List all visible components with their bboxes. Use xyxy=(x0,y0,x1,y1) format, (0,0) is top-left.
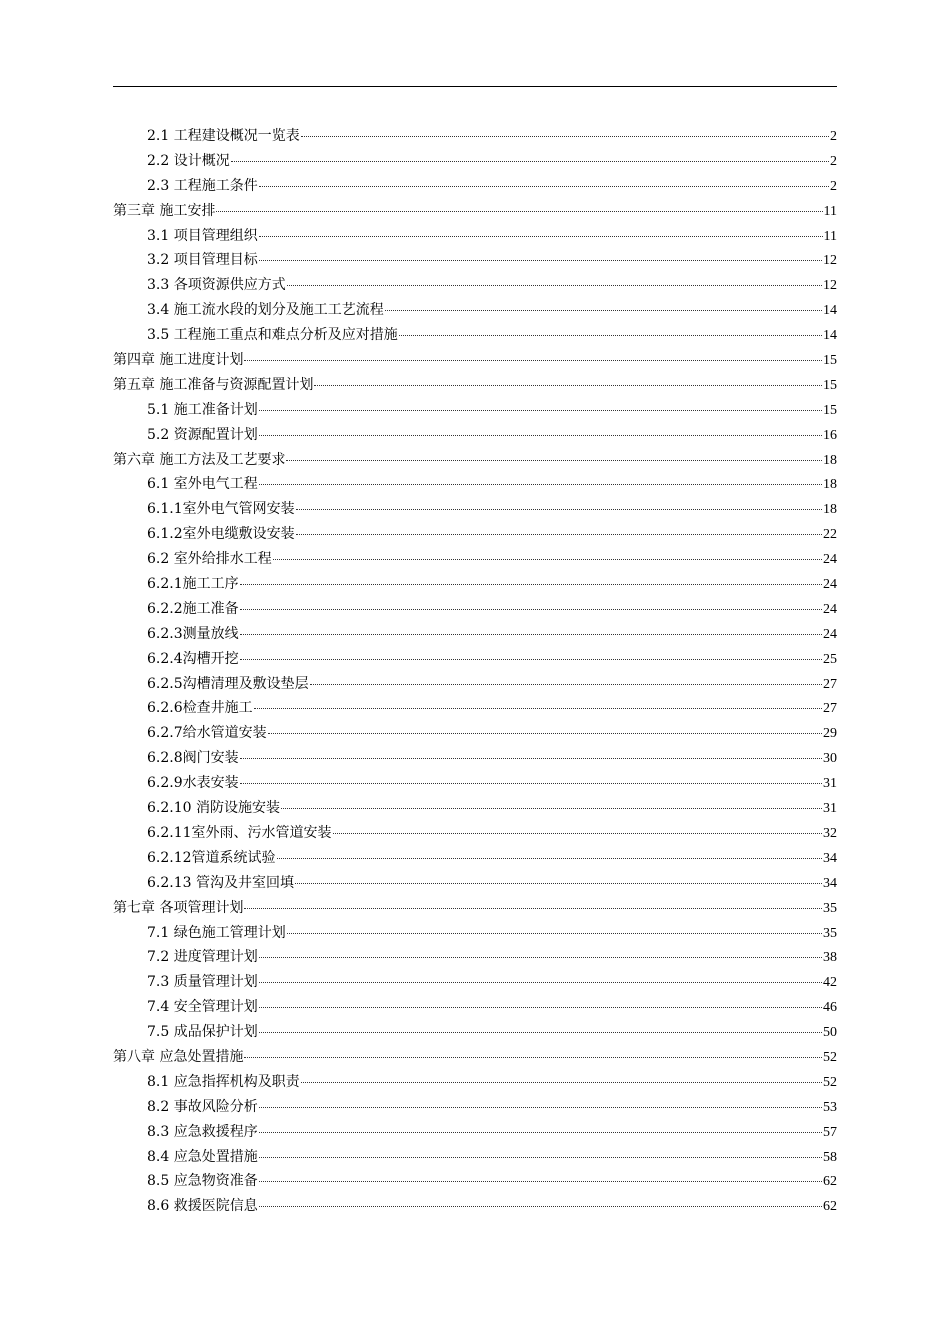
toc-entry-label: 8.4 应急处置措施 xyxy=(147,1148,258,1165)
toc-entry[interactable] xyxy=(113,124,837,149)
toc-entry-page-number: 52 xyxy=(823,1049,837,1065)
toc-entry[interactable] xyxy=(113,373,837,398)
toc-entry-label: 8.3 应急救援程序 xyxy=(147,1123,258,1140)
toc-entry-label: 6.2.7给水管道安装 xyxy=(147,725,267,742)
toc-entry[interactable] xyxy=(113,921,837,946)
toc-entry-page-number: 15 xyxy=(823,377,837,393)
toc-entry-label: 第五章 施工准备与资源配置计划 xyxy=(113,376,314,393)
toc-entry-label: 6.2.13 管沟及井室回填 xyxy=(147,874,294,891)
toc-leader-dots xyxy=(259,260,822,261)
toc-entry[interactable] xyxy=(113,796,837,821)
toc-leader-dots xyxy=(259,1007,822,1008)
toc-entry[interactable] xyxy=(113,423,837,448)
toc-entry-page-number: 53 xyxy=(823,1099,837,1115)
toc-entry-label: 7.5 成品保护计划 xyxy=(147,1024,258,1041)
toc-entry-page-number: 12 xyxy=(823,278,837,294)
toc-leader-dots xyxy=(259,957,822,958)
toc-leader-dots xyxy=(314,385,822,386)
header-rule xyxy=(113,86,837,87)
toc-leader-dots xyxy=(333,833,822,834)
toc-leader-dots xyxy=(259,1132,822,1133)
toc-entry-page-number: 42 xyxy=(823,975,837,991)
toc-entry-page-number: 14 xyxy=(823,328,837,344)
toc-entry-label: 6.1.2室外电缆敷设安装 xyxy=(147,526,295,543)
table-of-contents xyxy=(113,124,837,1219)
toc-leader-dots xyxy=(399,335,822,336)
toc-entry[interactable] xyxy=(113,199,837,224)
toc-entry-page-number: 52 xyxy=(823,1074,837,1090)
toc-leader-dots xyxy=(287,933,822,934)
toc-entry[interactable] xyxy=(113,497,837,522)
toc-entry[interactable] xyxy=(113,298,837,323)
toc-entry[interactable] xyxy=(113,522,837,547)
toc-leader-dots xyxy=(259,1107,822,1108)
toc-entry-page-number: 24 xyxy=(823,552,837,568)
toc-entry[interactable] xyxy=(113,696,837,721)
toc-entry-page-number: 15 xyxy=(823,353,837,369)
toc-entry[interactable] xyxy=(113,248,837,273)
toc-leader-dots xyxy=(295,883,822,884)
toc-entry-label: 6.1.1室外电气管网安装 xyxy=(147,501,295,518)
toc-entry[interactable] xyxy=(113,871,837,896)
toc-entry-page-number: 34 xyxy=(823,875,837,891)
toc-leader-dots xyxy=(259,1181,822,1182)
toc-entry-label: 第三章 施工安排 xyxy=(113,202,216,219)
toc-entry-page-number: 57 xyxy=(823,1124,837,1140)
toc-entry[interactable] xyxy=(113,572,837,597)
toc-entry-label: 3.1 项目管理组织 xyxy=(147,227,258,244)
toc-entry-page-number: 18 xyxy=(823,477,837,493)
toc-entry-label: 3.2 项目管理目标 xyxy=(147,252,258,269)
toc-entry-page-number: 16 xyxy=(823,427,837,443)
toc-leader-dots xyxy=(259,1032,822,1033)
toc-entry-page-number: 2 xyxy=(830,153,837,169)
toc-leader-dots xyxy=(240,609,822,610)
toc-entry-label: 6.2.5沟槽清理及敷设垫层 xyxy=(147,675,309,692)
toc-entry[interactable] xyxy=(113,647,837,672)
toc-leader-dots xyxy=(301,136,829,137)
toc-entry[interactable] xyxy=(113,672,837,697)
toc-leader-dots xyxy=(268,733,822,734)
toc-leader-dots xyxy=(281,808,822,809)
toc-leader-dots xyxy=(240,634,822,635)
toc-entry-page-number: 27 xyxy=(823,701,837,717)
toc-entry-label: 6.2.12管道系统试验 xyxy=(147,849,276,866)
toc-entry[interactable] xyxy=(113,945,837,970)
toc-leader-dots xyxy=(240,758,822,759)
toc-entry-label: 7.3 质量管理计划 xyxy=(147,974,258,991)
toc-entry-label: 6.2.4沟槽开挖 xyxy=(147,650,239,667)
toc-entry-label: 6.2.11室外雨、污水管道安装 xyxy=(147,824,332,841)
toc-leader-dots xyxy=(385,310,822,311)
toc-leader-dots xyxy=(277,858,822,859)
toc-entry-label: 3.3 各项资源供应方式 xyxy=(147,277,286,294)
toc-entry-page-number: 24 xyxy=(823,601,837,617)
toc-entry[interactable] xyxy=(113,547,837,572)
toc-leader-dots xyxy=(216,211,822,212)
toc-entry-label: 8.2 事故风险分析 xyxy=(147,1098,258,1115)
toc-entry-label: 6.2.6检查井施工 xyxy=(147,700,253,717)
toc-entry-page-number: 38 xyxy=(823,950,837,966)
toc-leader-dots xyxy=(244,1057,822,1058)
toc-entry-label: 6.2.8阀门安装 xyxy=(147,750,239,767)
toc-entry-page-number: 11 xyxy=(823,228,837,244)
toc-entry[interactable] xyxy=(113,746,837,771)
toc-entry[interactable] xyxy=(113,174,837,199)
toc-entry[interactable] xyxy=(113,1169,837,1194)
toc-entry-label: 第七章 各项管理计划 xyxy=(113,899,244,916)
toc-entry-label: 6.2.1施工工序 xyxy=(147,576,239,593)
toc-entry[interactable] xyxy=(113,398,837,423)
toc-leader-dots xyxy=(231,161,829,162)
toc-leader-dots xyxy=(240,659,822,660)
toc-entry-label: 2.3 工程施工条件 xyxy=(147,177,258,194)
toc-entry[interactable] xyxy=(113,821,837,846)
toc-entry-page-number: 46 xyxy=(823,1000,837,1016)
toc-entry-page-number: 35 xyxy=(823,925,837,941)
toc-leader-dots xyxy=(259,236,823,237)
toc-leader-dots xyxy=(286,460,822,461)
toc-entry-page-number: 31 xyxy=(823,801,837,817)
toc-entry[interactable] xyxy=(113,323,837,348)
toc-entry-label: 第六章 施工方法及工艺要求 xyxy=(113,451,286,468)
toc-entry[interactable] xyxy=(113,597,837,622)
toc-entry-label: 6.2 室外给排水工程 xyxy=(147,551,272,568)
toc-entry-label: 5.1 施工准备计划 xyxy=(147,401,258,418)
toc-leader-dots xyxy=(301,1082,822,1083)
toc-leader-dots xyxy=(273,559,822,560)
toc-entry-page-number: 25 xyxy=(823,651,837,667)
toc-entry-label: 2.2 设计概况 xyxy=(147,152,230,169)
toc-entry[interactable] xyxy=(113,448,837,473)
toc-leader-dots xyxy=(244,360,822,361)
toc-entry-label: 7.4 安全管理计划 xyxy=(147,999,258,1016)
toc-entry[interactable] xyxy=(113,995,837,1020)
toc-entry-page-number: 15 xyxy=(823,402,837,418)
toc-entry-page-number: 12 xyxy=(823,253,837,269)
toc-leader-dots xyxy=(244,908,822,909)
toc-leader-dots xyxy=(259,982,822,983)
toc-entry-page-number: 18 xyxy=(823,452,837,468)
toc-entry-page-number: 50 xyxy=(823,1025,837,1041)
toc-entry-page-number: 14 xyxy=(823,303,837,319)
toc-entry[interactable] xyxy=(113,273,837,298)
toc-entry-page-number: 27 xyxy=(823,676,837,692)
toc-entry-page-number: 29 xyxy=(823,726,837,742)
toc-entry-label: 5.2 资源配置计划 xyxy=(147,426,258,443)
toc-entry[interactable] xyxy=(113,721,837,746)
toc-entry-page-number: 18 xyxy=(823,502,837,518)
toc-entry-page-number: 32 xyxy=(823,825,837,841)
toc-leader-dots xyxy=(296,534,822,535)
toc-entry-label: 6.2.9水表安装 xyxy=(147,775,239,792)
toc-entry-page-number: 22 xyxy=(823,527,837,543)
toc-entry-page-number: 35 xyxy=(823,900,837,916)
toc-entry-page-number: 24 xyxy=(823,577,837,593)
toc-leader-dots xyxy=(259,1157,822,1158)
toc-entry-label: 8.1 应急指挥机构及职责 xyxy=(147,1073,300,1090)
toc-entry[interactable] xyxy=(113,970,837,995)
toc-entry[interactable] xyxy=(113,771,837,796)
toc-entry[interactable] xyxy=(113,896,837,921)
toc-entry-page-number: 2 xyxy=(830,178,837,194)
toc-entry-label: 6.1 室外电气工程 xyxy=(147,476,258,493)
toc-leader-dots xyxy=(240,783,822,784)
toc-leader-dots xyxy=(254,708,822,709)
toc-entry[interactable] xyxy=(113,1145,837,1170)
toc-entry-label: 6.2.2施工准备 xyxy=(147,600,239,617)
toc-entry-label: 2.1 工程建设概况一览表 xyxy=(147,128,300,144)
toc-entry-label: 8.6 救援医院信息 xyxy=(147,1198,258,1215)
toc-entry[interactable] xyxy=(113,348,837,373)
toc-leader-dots xyxy=(287,285,822,286)
toc-entry[interactable] xyxy=(113,1045,837,1070)
toc-entry-page-number: 58 xyxy=(823,1149,837,1165)
toc-leader-dots xyxy=(259,1206,822,1207)
toc-entry-label: 7.2 进度管理计划 xyxy=(147,949,258,966)
toc-entry[interactable] xyxy=(113,224,837,249)
toc-leader-dots xyxy=(310,684,822,685)
toc-entry[interactable] xyxy=(113,1120,837,1145)
toc-entry[interactable] xyxy=(113,472,837,497)
toc-entry-page-number: 30 xyxy=(823,751,837,767)
toc-entry-page-number: 2 xyxy=(830,129,837,144)
toc-entry[interactable] xyxy=(113,1020,837,1045)
toc-entry[interactable] xyxy=(113,846,837,871)
toc-entry-label: 6.2.10 消防设施安装 xyxy=(147,800,280,817)
toc-leader-dots xyxy=(259,410,822,411)
toc-entry-page-number: 11 xyxy=(823,203,837,219)
toc-entry-label: 3.4 施工流水段的划分及施工工艺流程 xyxy=(147,302,384,319)
toc-leader-dots xyxy=(259,435,822,436)
toc-entry-page-number: 62 xyxy=(823,1199,837,1215)
toc-entry-label: 7.1 绿色施工管理计划 xyxy=(147,924,286,941)
toc-entry-label: 第八章 应急处置措施 xyxy=(113,1048,244,1065)
toc-entry[interactable] xyxy=(113,1194,837,1219)
toc-entry-page-number: 24 xyxy=(823,626,837,642)
toc-entry-label: 8.5 应急物资准备 xyxy=(147,1173,258,1190)
toc-leader-dots xyxy=(296,509,822,510)
toc-entry[interactable] xyxy=(113,1070,837,1095)
toc-entry-label: 6.2.3测量放线 xyxy=(147,625,239,642)
toc-entry[interactable] xyxy=(113,149,837,174)
toc-entry-page-number: 62 xyxy=(823,1174,837,1190)
toc-entry-page-number: 34 xyxy=(823,850,837,866)
toc-leader-dots xyxy=(240,584,822,585)
toc-leader-dots xyxy=(259,186,829,187)
toc-entry-label: 3.5 工程施工重点和难点分析及应对措施 xyxy=(147,327,398,344)
toc-entry[interactable] xyxy=(113,622,837,647)
toc-leader-dots xyxy=(259,484,822,485)
toc-entry-page-number: 31 xyxy=(823,776,837,792)
toc-entry[interactable] xyxy=(113,1095,837,1120)
toc-entry-label: 第四章 施工进度计划 xyxy=(113,352,244,369)
